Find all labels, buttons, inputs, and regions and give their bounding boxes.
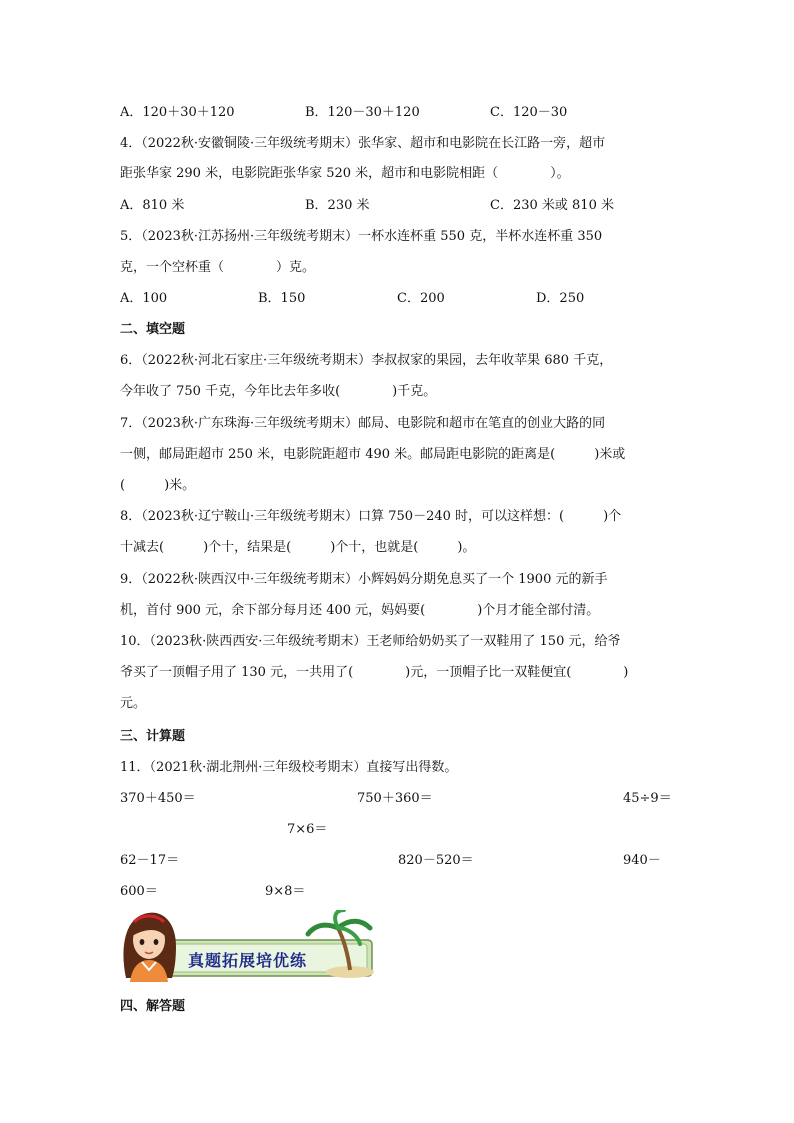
q10-text-line3: 元。 <box>120 696 147 711</box>
q11-item: 820－520＝ <box>398 853 474 868</box>
q10-text-line1: 10．（2023秋·陕西西安·三年级统考期末）王老师给奶奶买了一双鞋用了 150 元，给爷 <box>120 634 621 649</box>
section-word-problems-heading: 四、解答题 <box>120 999 186 1014</box>
q5-option-c: C．200 <box>397 291 445 306</box>
q10-text-line2: 爷买了一顶帽子用了 130 元，一共用了( )元，一顶帽子比一双鞋便宜( ) <box>120 665 629 680</box>
q3-option-c: C．120－30 <box>490 105 568 120</box>
q6-text-line2: 今年收了 750 千克，今年比去年多收( )千克。 <box>120 384 437 399</box>
q4-option-c: C．230 米或 810 米 <box>490 198 614 213</box>
q8-text-line2: 十减去( )个十，结果是( )个十，也就是( )。 <box>120 540 476 555</box>
q11-item: 7×6＝ <box>287 822 328 837</box>
q11-text-line1: 11．（2021秋·湖北荆州·三年级校考期末）直接写出得数。 <box>120 760 458 775</box>
section-fill-in-heading: 二、填空题 <box>120 322 186 337</box>
q4-option-b: B．230 米 <box>305 198 370 213</box>
q11-item: 750＋360＝ <box>357 791 433 806</box>
q4-option-a: A．810 米 <box>120 198 185 213</box>
q6-text-line1: 6．（2022秋·河北石家庄·三年级统考期末）李叔叔家的果园，去年收苹果 680 千克， <box>120 353 613 368</box>
q4-text-line2: 距张华家 290 米，电影院距张华家 520 米，超市和电影院相距（ ）。 <box>120 166 570 181</box>
q7-text-line3: ( )米。 <box>120 478 196 493</box>
q8-text-line1: 8．（2023秋·辽宁鞍山·三年级统考期末）口算 750－240 时，可以这样想：( )个 <box>120 509 622 524</box>
q11-item: 370＋450＝ <box>120 791 196 806</box>
banner-title: 真题拓展培优练 <box>188 951 308 970</box>
section-calculation-heading: 三、计算题 <box>120 729 186 744</box>
q11-item: 940－ <box>623 853 661 868</box>
q3-option-b: B．120－30＋120 <box>305 105 420 120</box>
q11-item: 600＝ <box>120 884 158 899</box>
q7-text-line2: 一侧，邮局距超市 250 米，电影院距超市 490 米。邮局距电影院的距离是( )米或 <box>120 447 626 462</box>
q5-option-a: A．100 <box>120 291 168 306</box>
q7-text-line1: 7．（2023秋·广东珠海·三年级统考期末）邮局、电影院和超市在笔直的创业大路的同 <box>120 416 606 431</box>
banner-illustration <box>118 910 376 982</box>
q9-text-line2: 机，首付 900 元，余下部分每月还 400 元，妈妈要( )个月才能全部付清。 <box>120 603 600 618</box>
q9-text-line1: 9．（2022秋·陕西汉中·三年级统考期末）小辉妈妈分期免息买了一个 1900 元的新手 <box>120 572 608 587</box>
practice-banner <box>118 910 376 982</box>
q11-item: 45÷9＝ <box>623 791 672 806</box>
q5-text-line2: 克，一个空杯重（ ）克。 <box>120 260 316 275</box>
q3-option-a: A．120＋30＋120 <box>120 105 235 120</box>
q5-option-b: B．150 <box>258 291 306 306</box>
q4-text-line1: 4．（2022秋·安徽铜陵·三年级统考期末）张华家、超市和电影院在长江路一旁，超市 <box>120 136 606 151</box>
q5-option-d: D．250 <box>536 291 585 306</box>
q11-item: 62－17＝ <box>120 853 180 868</box>
q5-text-line1: 5．（2023秋·江苏扬州·三年级统考期末）一杯水连杯重 550 克，半杯水连杯重 350 <box>120 229 603 244</box>
q11-item: 9×8＝ <box>265 884 306 899</box>
